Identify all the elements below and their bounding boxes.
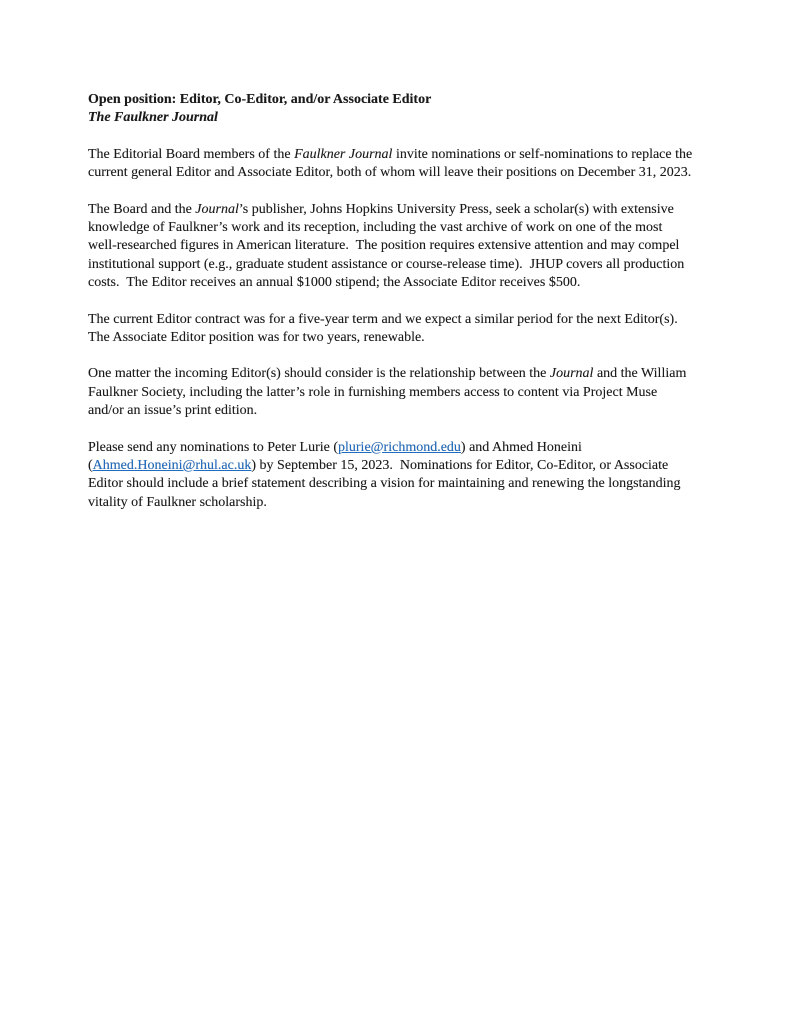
paragraph-contract-terms	[88, 311, 694, 348]
text-run: ) and Ahmed Honeini (	[88, 439, 586, 473]
text-run: The Board and the	[88, 201, 196, 217]
text-run: The current Editor contract was for a five-year term and we expect a similar period for the next Editor(s). The Associate Editor position was for two years, renewable.	[88, 311, 685, 345]
paragraph-submission-instructions	[88, 439, 694, 512]
document-heading	[88, 91, 694, 128]
document-content	[88, 91, 694, 530]
journal-name-italic: Journal	[549, 366, 594, 382]
paragraph-nominations-intro	[88, 146, 694, 183]
email-link-honeini-rhul[interactable]: Ahmed.Honeini@rhul.ac.uk	[92, 457, 252, 473]
paragraph-position-details	[88, 201, 694, 292]
journal-name-italic: Journal	[195, 201, 239, 217]
journal-name-italic: Faulkner Journal	[294, 146, 393, 162]
text-run: and the William Faulkner Society, including the latter’s role in furnishing members access to content via Project Muse and/or an issue’s print edition.	[88, 366, 690, 419]
email-link-plurie-richmond[interactable]: plurie@richmond.edu	[338, 439, 461, 455]
text-run: The Editorial Board members of the	[88, 146, 295, 162]
paragraph-society-relationship	[88, 365, 694, 420]
text-run: invite nominations or self-nominations to replace the current general Editor and Associate Editor, both of whom will leave their positions on December 31, 2023.	[88, 146, 696, 181]
text-run: One matter the incoming Editor(s) should consider is the relationship between the	[88, 366, 550, 382]
text-run: ) by September 15, 2023. Nominations for Editor, Co-Editor, or Associate Editor should include a brief statement describing a vision for maintaining and renewing the longstanding vitality of Faulkner scholarship.	[88, 457, 685, 510]
heading-subtitle: The Faulkner Journal	[88, 110, 218, 126]
text-run: ’s publisher, Johns Hopkins University Press, seek a scholar(s) with extensive knowledge of Faulkner’s work and its reception, including the vast archive of work on one of the most well-researched figures in American literature. The position requires extensive attention and may compel institutional support (e.g., graduate student assistance or course-release time). JHUP covers all production costs. The Editor receives an annual $1000 stipend; the Associate Editor receives $500.	[88, 201, 688, 290]
text-run: Please send any nominations to Peter Lurie (	[88, 439, 338, 455]
heading-title: Open position: Editor, Co-Editor, and/or Associate Editor	[88, 92, 432, 107]
